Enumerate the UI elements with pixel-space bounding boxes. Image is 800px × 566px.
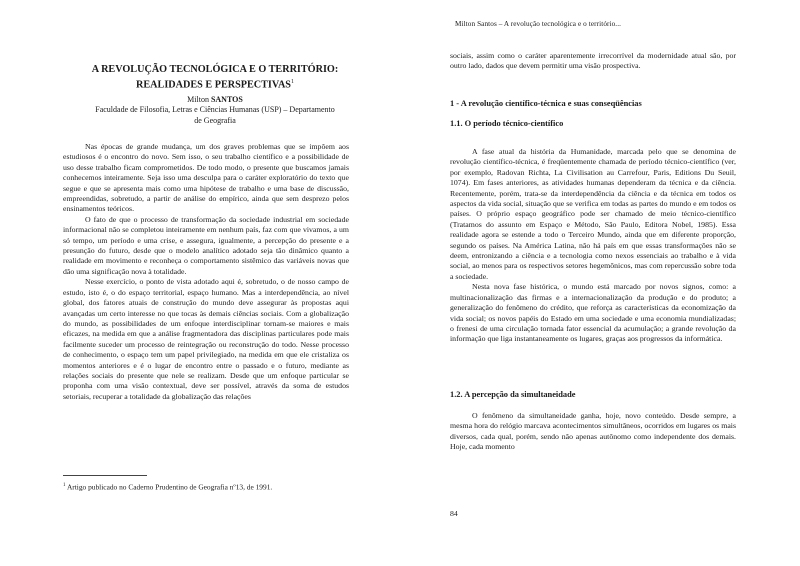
continuation-paragraph: sociais, assim como o caráter aparentemente irrecorrível da modernidade atual são, por outro lado, dados que devem permitir uma visão prospectiva.: [450, 51, 736, 71]
subsection-1-1-paragraph-1: A fase atual da história da Humanidade, marcada pelo que se denomina de revolução científico-técnica, é freqüentemente chamada de período técnico-científico (ver, por exemplo, Radovan Richta, La Civilisation au Carrefour, Paris, Editions Du Seuil, 1074). Em fases anteriores, as atividades humanas dependeram da técnica e da ciência. Recentemente, porém, trata-se da interdependência da ciência e da técnica em todos os aspectos da vida social, situação que se verifica em todas as partes do mundo e em todos os países. O próprio espaço geográfico pode ser chamado de meio técnico-científico (Tratamos do assunto em Espaço e Método, São Paulo, Editora Nobel, 1985). Essa realidade agora se estende a todo o Terceiro Mundo, ainda que em diferente proporção, segundo os países. Na América Latina, não há país em que essas transformações não se deem, entronizando a ciência e a tecnologia como nexos essenciais ao trabalho e à vida social, ao menos para os respectivos setores hegemônicos, mas com repercussão sobre toda a sociedade.: [450, 147, 736, 281]
subsection-1-1-body: [450, 147, 736, 345]
author-first-name: Milton: [187, 95, 209, 104]
author-name: [70, 95, 360, 105]
footnote: [63, 481, 353, 492]
footnote-rule: [63, 475, 147, 476]
article-title: [70, 64, 360, 91]
affiliation-line-2: de Geografia: [194, 115, 236, 125]
subsection-1-2-body: [450, 411, 736, 453]
title-line-2-text: REALIDADES E PERSPECTIVAS: [136, 79, 291, 91]
left-paragraph-2: O fato de que o processo de transformação da sociedade industrial em sociedade informacional não se completou inteiramente em nenhum país, faz com que vivamos, a um só tempo, um período e uma crise, e assegura, igualmente, a percepção do presente e a presunção do futuro, desde que o modelo analítico adotado seja tão dinâmico quanto a realidade em movimento e reconheça o comportamento sistêmico das variáveis novas que dão uma significação nova à totalidade.: [63, 214, 349, 276]
subsection-1-2-paragraph: O fenômeno da simultaneidade ganha, hoje, novo conteúdo. Desde sempre, a mesma hora do relógio marcava acontecimentos simultâneos, ocorridos em lugares os mais diversos, cada qual, porém, sendo não apenas autônomo como independente dos demais. Hoje, cada momento: [450, 411, 736, 452]
footnote-mark: 1: [63, 483, 66, 488]
right-continuation-text: [450, 51, 736, 72]
author-block: [70, 95, 360, 126]
author-last-name: SANTOS: [210, 95, 243, 104]
section-heading: 1 - A revolução científico-técnica e suas conseqüências: [450, 99, 642, 108]
title-footnote-mark: 1: [290, 79, 294, 85]
left-paragraph-3: Nesse exercício, o ponto de vista adotado aqui é, sobretudo, o de nosso campo de estudo, isto é, o do espaço territorial, espaço humano. Mas a interdependência, ao nível global, dos fatores atuais de construção do mundo deve assegurar às propostas aqui avançadas um certo interesse no que tocas às demais ciências sociais. Com a globalização do mundo, as possibilidades de um enfoque interdisciplinar tornam-se maiores e mais eficazes, na medida em que a análise fragmentadora das disciplinas particulares pode mais facilmente suceder um processo de reintegração ou reconstrução do todo. Nesse processo de conhecimento, o espaço tem um papel privilegiado, na medida em que ele cristaliza os momentos anteriores e é o lugar de encontro entre o passado e o futuro, mediante as relações sociais do presente que nele se realizam. Desde que um enfoque particular se proponha com uma visão contextual, deve ser possível, através da soma de estudos setoriais, recuperar a totalidade da globalização das relações: [63, 277, 349, 401]
footnote-text: Artigo publicado no Caderno Prudentino de Geografia nº13, de 1991.: [66, 482, 273, 492]
left-paragraph-1: Nas épocas de grande mudança, um dos graves problemas que se impõem aos estudiosos é o encontro do novo. Sem isso, o seu trabalho científico e a possibilidade de uso desse trabalho ficam comprometidos. De todo modo, o presente que buscamos jamais conhecemos inteiramente. Seja isso uma desculpa para o caráter exploratório do texto que segue e que se apresenta mais como uma hipótese de trabalho e uma base de discussão, empreendidas, sobretudo, a partir de análise do empírico, ainda que sem desprezo pelos ensinamentos teóricos.: [63, 142, 349, 214]
subsection-heading-1-2: 1.2. A percepção da simultaneidade: [450, 390, 576, 399]
subsection-1-1-paragraph-2: Nesta nova fase histórica, o mundo está marcado por novos signos, como: a multinacionalização das firmas e a internacionalização da produção e do produto; a generalização do fenômeno do crédito, que reforça as características da economização da vida social; os novos papéis do Estado em uma sociedade e uma economia mundializadas; o frenesi de uma circulação tornada fator essencial da acumulação; a grande revolução da informação que liga instantaneamente os lugares, graças aos progressos da informática.: [450, 282, 736, 344]
affiliation-line-1: Faculdade de Filosofia, Letras e Ciências Humanas (USP) – Departamento: [95, 105, 335, 115]
left-body-text: [63, 142, 349, 402]
title-line-2: [70, 76, 360, 91]
subsection-heading-1-1: 1.1. O período técnico-científico: [450, 119, 564, 128]
running-head: Milton Santos – A revolução tecnológica e o território...: [455, 20, 621, 28]
title-line-1: A REVOLUÇÃO TECNOLÓGICA E O TERRITÓRIO:: [91, 64, 339, 75]
page-number: 84: [450, 509, 458, 518]
